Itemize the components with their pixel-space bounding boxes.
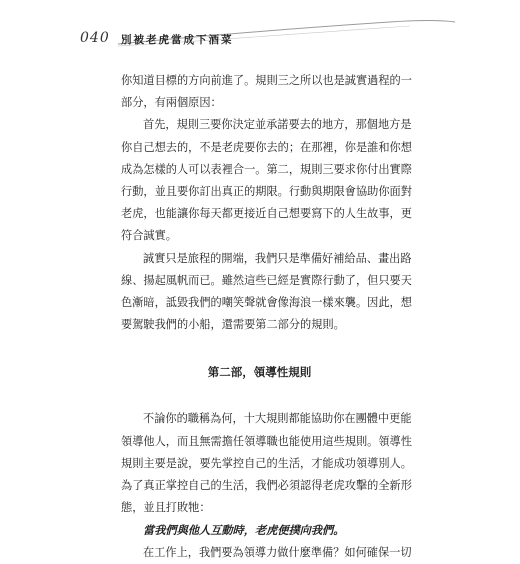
text-line: 不論你的職稱為何，十大規則都能協助你在團體中更能 [143, 412, 412, 426]
book-title: 別被老虎當成下酒菜 [121, 34, 234, 46]
text-line: 規則主要是說，要先掌控自己的生活，才能成功領導別人。 [121, 456, 412, 470]
text-line: 線、揚起風帆而已。雖然這些已經是實際行動了，但只要天 [121, 273, 412, 287]
text-line: 符合誠實。 [121, 229, 177, 243]
text-line: 要駕駛我們的小船，還需要第二部分的規則。 [121, 318, 345, 332]
text-line: 你自己想去的，不是老虎要你去的；在那裡，你是誰和你想 [121, 140, 412, 154]
text-line: 首先，規則三要你決定並承諾要去的地方，那個地方是 [143, 118, 412, 132]
text-line: 領導他人，而且無需擔任領導職也能使用這些規則。領導性 [121, 434, 412, 448]
text-line: 態，並且打敗牠： [121, 501, 211, 515]
page-header [0, 0, 520, 60]
page-number: 040 [80, 30, 110, 46]
emphasis-line: 當我們與他人互動時，老虎便撲向我們。 [143, 523, 345, 538]
text-line: 老虎，也能讓你每天都更接近自己想要寫下的人生故事，更 [121, 207, 412, 221]
text-line: 成為怎樣的人可以表裡合一。第二，規則三要求你付出實際 [121, 162, 412, 176]
header-decoration [0, 0, 520, 60]
page-body [121, 70, 412, 564]
section-heading: 第二部，領導性規則 [207, 365, 312, 380]
text-line: 在工作上，我們要為領導力做什麼準備？如何確保一切 [143, 545, 412, 559]
text-line: 行動，並且要你訂出真正的期限。行動與期限會協助你面對 [121, 184, 412, 198]
text-line: 你知道目標的方向前進了。規則三之所以也是誠實過程的一 [121, 74, 412, 87]
text-line: 部分，有兩個原因： [121, 96, 222, 110]
text-line: 誠實只是旅程的開端，我們只是準備好補給品、畫出路 [143, 251, 412, 265]
text-line: 色漸暗，詆毀我們的嘲笑聲就會像海浪一樣來襲。因此，想 [121, 295, 412, 309]
text-line: 為了真正掌控自己的生活，我們必須認得老虎攻擊的全新形 [121, 479, 412, 492]
